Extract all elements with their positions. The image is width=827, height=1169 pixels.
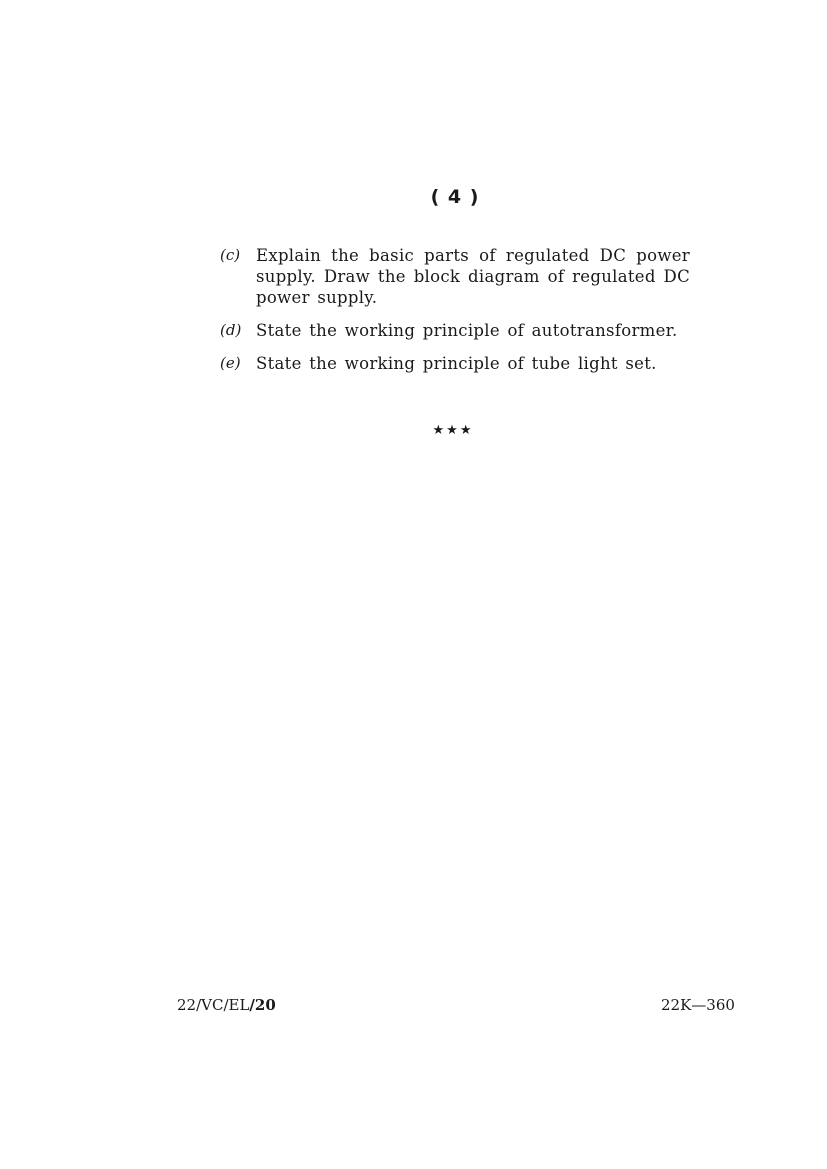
- paper-code-prefix: 22/VC/EL: [177, 996, 250, 1014]
- question-label: (d): [220, 321, 242, 339]
- question-item: [220, 245, 690, 308]
- print-code: 22K—360: [661, 996, 735, 1014]
- paper-code: [177, 996, 276, 1014]
- question-label: (e): [220, 354, 241, 372]
- question-text: State the working principle of autotransformer.: [256, 321, 678, 340]
- question-label: (c): [220, 246, 241, 264]
- question-list: [220, 245, 690, 374]
- end-of-paper-stars: ★★★: [432, 423, 474, 438]
- paper-code-suffix: /20: [249, 996, 276, 1014]
- question-item: [220, 320, 690, 341]
- question-text: State the working principle of tube light set.: [256, 354, 657, 373]
- question-text: Explain the basic parts of regulated DC power supply. Draw the block diagram of regulated DC power supply.: [256, 246, 690, 307]
- page-number: ( 4 ): [430, 186, 480, 208]
- question-item: [220, 353, 690, 374]
